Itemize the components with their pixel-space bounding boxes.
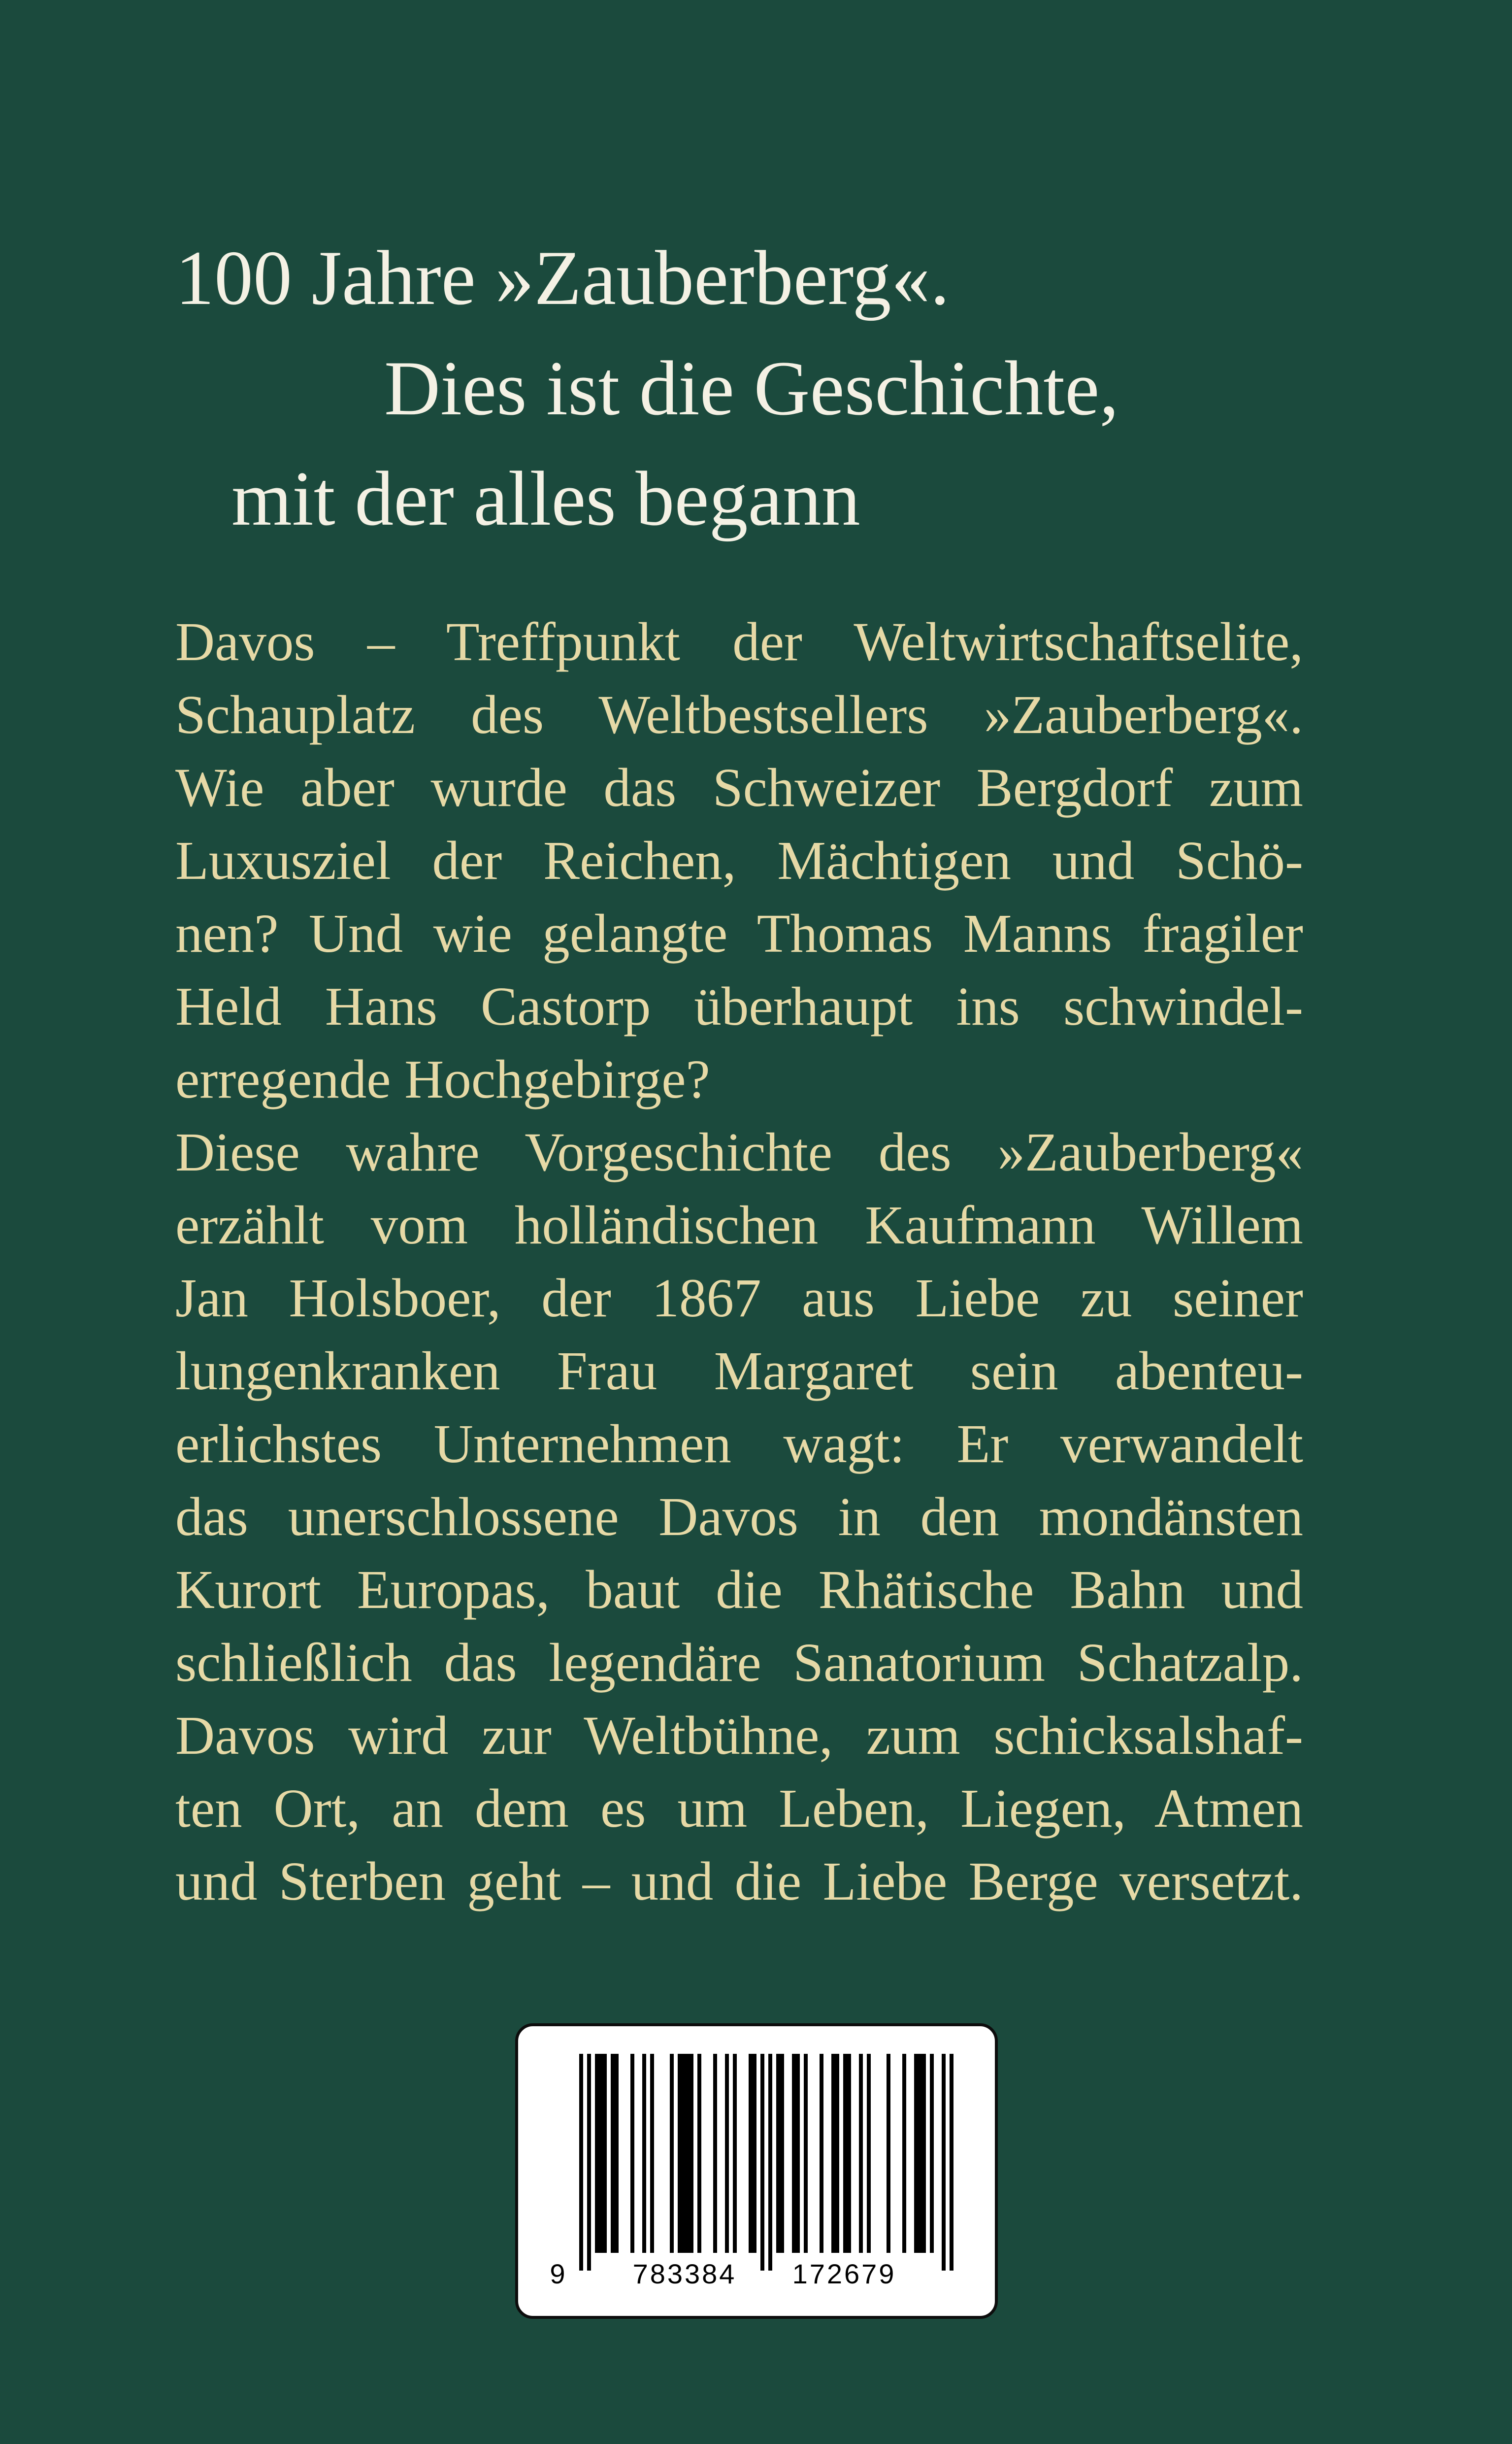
barcode-bar xyxy=(615,2054,619,2253)
barcode-bar xyxy=(792,2054,796,2253)
barcode-bar xyxy=(867,2054,871,2253)
barcode-guard-bar xyxy=(942,2054,946,2271)
barcode-bar xyxy=(902,2054,906,2253)
barcode-bar xyxy=(843,2054,847,2253)
barcode-bar xyxy=(930,2054,934,2253)
barcode-bar xyxy=(733,2054,737,2253)
barcode-bar xyxy=(922,2054,926,2253)
barcode-bar xyxy=(697,2054,701,2253)
blurb-line: nen? Und wie gelangte Thomas Manns fragiler xyxy=(175,904,1303,964)
barcode-bar xyxy=(630,2054,634,2253)
barcode-bar xyxy=(831,2054,835,2253)
barcode-bar xyxy=(847,2054,851,2253)
barcode-bar xyxy=(682,2054,686,2253)
blurb-line: Luxusziel der Reichen, Mächtigen und Schö- xyxy=(175,831,1303,891)
blurb-line: das unerschlossene Davos in den mondänsten xyxy=(175,1487,1303,1547)
barcode-guard-bar xyxy=(579,2054,583,2271)
barcode-bar xyxy=(776,2054,780,2253)
headline xyxy=(0,0,1512,591)
barcode-bar xyxy=(670,2054,674,2253)
barcode-bar xyxy=(725,2054,729,2253)
headline-line-3: mit der alles begann xyxy=(231,456,860,542)
blurb-line: Davos wird zur Weltbühne, zum schicksalshaf- xyxy=(175,1706,1303,1766)
barcode-bar xyxy=(595,2054,599,2253)
barcode-bar xyxy=(859,2054,863,2253)
blurb-line: Jan Holsboer, der 1867 aus Liebe zu seiner xyxy=(175,1268,1303,1329)
barcode-guard-bar xyxy=(950,2054,953,2271)
barcode-bar xyxy=(678,2054,682,2253)
blurb-line: schließlich das legendäre Sanatorium Schatzalp. xyxy=(175,1633,1303,1693)
barcode-bar xyxy=(835,2054,839,2253)
barcode-guard-bar xyxy=(768,2054,772,2271)
barcode-bar xyxy=(642,2054,646,2253)
barcode-guard-bar xyxy=(760,2054,764,2271)
headline-line-1: 100 Jahre »Zauberberg«. xyxy=(175,235,950,321)
barcode-bars xyxy=(579,2054,953,2271)
blurb-line: und Sterben geht – und die Liebe Berge versetzt. xyxy=(175,1851,1303,1912)
barcode-bar xyxy=(713,2054,717,2253)
barcode-left-digits: 783384 xyxy=(632,2258,737,2289)
blurb-line: ten Ort, an dem es um Leben, Liegen, Atmen xyxy=(175,1778,1303,1839)
blurb-line: lungenkranken Frau Margaret sein abenteu- xyxy=(175,1341,1303,1402)
barcode-graphic xyxy=(518,2026,995,2316)
barcode-guard-bar xyxy=(587,2054,591,2271)
barcode-bar xyxy=(914,2054,918,2253)
headline-line-2: Dies ist die Geschichte, xyxy=(384,345,1119,432)
barcode-bar xyxy=(749,2054,753,2253)
barcode-bar xyxy=(887,2054,890,2253)
barcode-bar xyxy=(804,2054,808,2253)
blurb-line: erlichstes Unternehmen wagt: Er verwandelt xyxy=(175,1414,1303,1474)
barcode-bar xyxy=(603,2054,607,2253)
barcode-bar xyxy=(796,2054,800,2253)
barcode-bar xyxy=(918,2054,922,2253)
blurb-line: Davos – Treffpunkt der Weltwirtschaftselite, xyxy=(175,612,1303,672)
barcode-bar xyxy=(686,2054,690,2253)
blurb-line: Schauplatz des Weltbestsellers »Zauberberg«. xyxy=(175,685,1303,745)
blurb-line: Diese wahre Vorgeschichte des »Zauberberg« xyxy=(175,1122,1303,1183)
isbn-barcode xyxy=(515,2023,998,2319)
blurb-line: Held Hans Castorp überhaupt ins schwindel- xyxy=(175,976,1303,1037)
barcode-bar xyxy=(753,2054,756,2253)
blurb-line: Kurort Europas, baut die Rhätische Bahn und xyxy=(175,1560,1303,1620)
barcode-bar xyxy=(611,2054,615,2253)
blurb-line: Wie aber wurde das Schweizer Bergdorf zum xyxy=(175,758,1303,818)
barcode-bar xyxy=(599,2054,603,2253)
barcode-bar xyxy=(780,2054,784,2253)
barcode-prefix-digit: 9 xyxy=(550,2258,565,2289)
barcode-bar xyxy=(820,2054,823,2253)
blurb-line: erregende Hochgebirge? xyxy=(175,1049,710,1110)
barcode-bar xyxy=(650,2054,654,2253)
barcode-bar xyxy=(690,2054,693,2253)
blurb-line: erzählt vom holländischen Kaufmann Willem xyxy=(175,1195,1303,1256)
barcode-right-digits: 172679 xyxy=(792,2258,896,2289)
